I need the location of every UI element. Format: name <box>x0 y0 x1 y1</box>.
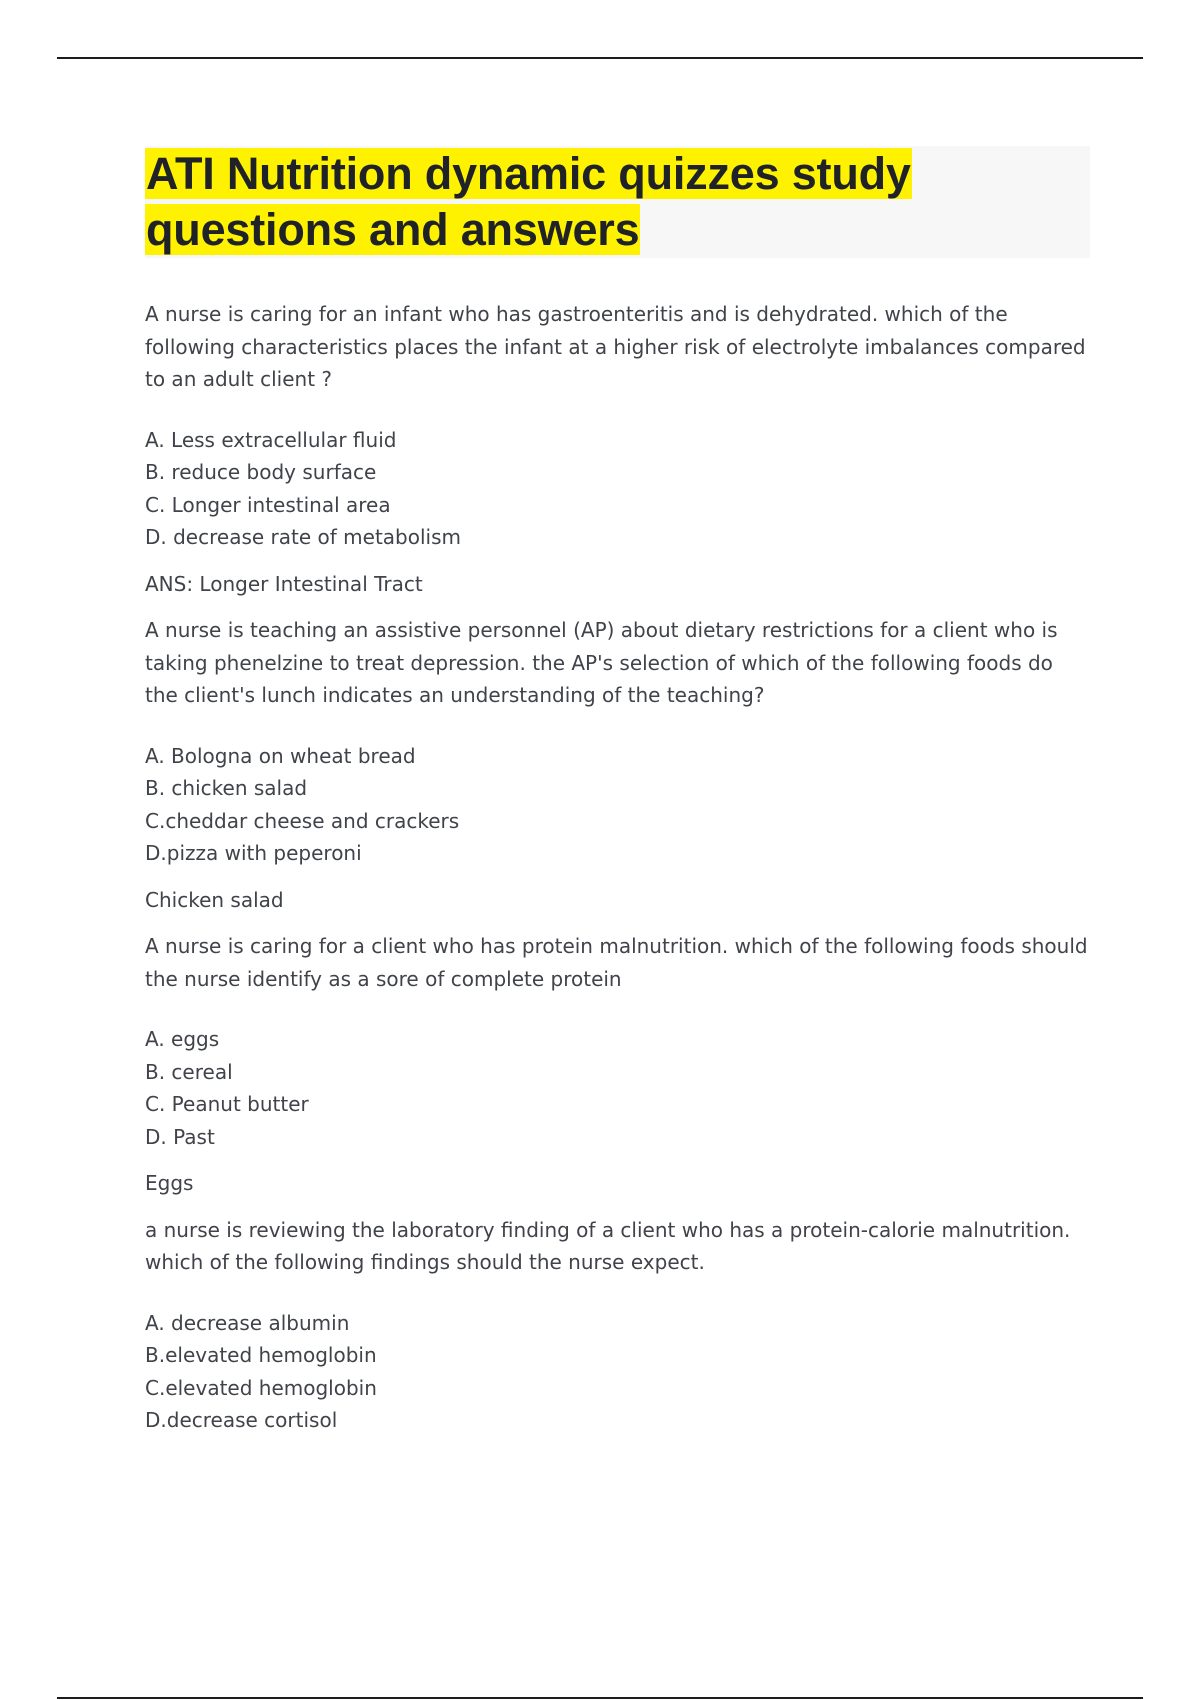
title-block <box>145 146 1090 258</box>
option-item: C.elevated hemoglobin <box>145 1375 377 1400</box>
option-item: A. Bologna on wheat bread <box>145 743 416 768</box>
option-item: C. Peanut butter <box>145 1092 309 1116</box>
option-item: A. Less extracellular fluid <box>145 427 397 452</box>
option-list <box>145 1023 1090 1153</box>
option-item: B. reduce body surface <box>145 460 377 484</box>
option-item: B. cereal <box>145 1059 233 1084</box>
option-item: B. chicken salad <box>145 776 308 800</box>
document-body <box>145 146 1090 1437</box>
answer-text: Chicken salad <box>145 887 284 912</box>
option-item: D. Past <box>145 1124 215 1149</box>
answer-text: ANS: Longer Intestinal Tract <box>145 571 423 596</box>
answer-text: Eggs <box>145 1171 194 1195</box>
option-list <box>145 1307 1090 1437</box>
document-title <box>145 146 1090 258</box>
option-item: B.elevated hemoglobin <box>145 1343 377 1367</box>
option-item: C.cheddar cheese and crackers <box>145 808 460 833</box>
question-text: a nurse is reviewing the laboratory finding of a client who has a protein-calorie malnutrition. which of the following findings should the nurse expect. <box>145 1217 1071 1274</box>
top-rule <box>57 57 1143 59</box>
question-block-1 <box>145 298 1090 600</box>
option-item: A. eggs <box>145 1027 220 1051</box>
question-block-3 <box>145 930 1090 1200</box>
option-item: A. decrease albumin <box>145 1310 350 1335</box>
option-list <box>145 740 1090 870</box>
title-line-1: ATI Nutrition dynamic quizzes study <box>146 148 911 199</box>
question-block-2 <box>145 614 1090 916</box>
question-text: A nurse is caring for an infant who has gastroenteritis and is dehydrated. which of the following characteristics places the infant at a higher risk of electrolyte imbalances compared to an adult client ? <box>145 302 1086 391</box>
option-item: D.pizza with peperoni <box>145 841 362 865</box>
bottom-rule <box>57 1697 1143 1699</box>
question-block-4 <box>145 1214 1090 1437</box>
question-text: A nurse is caring for a client who has protein malnutrition. which of the following foods should the nurse identify as a sore of complete protein <box>145 934 1088 991</box>
option-item: D.decrease cortisol <box>145 1408 338 1432</box>
option-item: D. decrease rate of metabolism <box>145 525 461 549</box>
option-item: C. Longer intestinal area <box>145 492 391 517</box>
question-text: A nurse is teaching an assistive personnel (AP) about dietary restrictions for a client who is taking phenelzine to treat depression. the AP's selection of which of the following foods do the client's lunch indicates an understanding of the teaching? <box>145 618 1058 707</box>
title-line-2: questions and answers <box>146 204 640 255</box>
option-list <box>145 424 1090 554</box>
